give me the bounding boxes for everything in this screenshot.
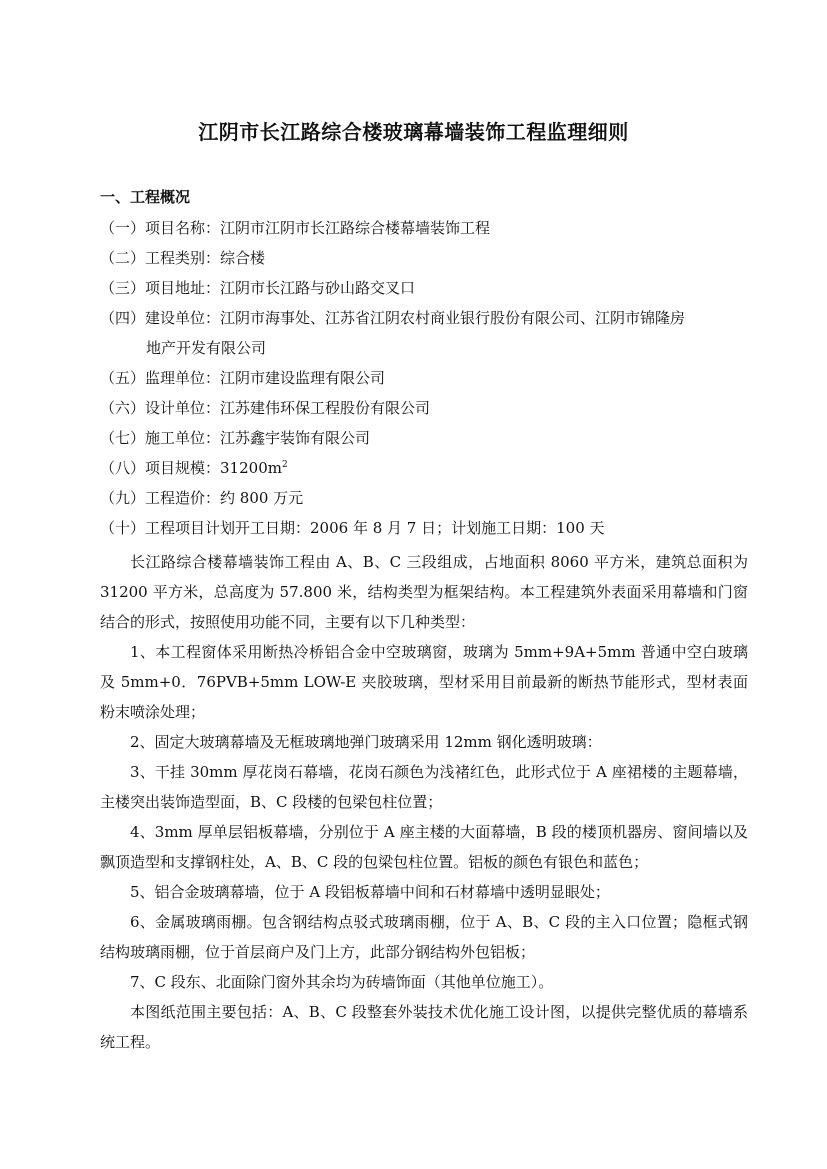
overview-body [100,547,748,1057]
info-item [100,273,760,303]
info-item-text: 工程类别：综合楼 [145,249,266,267]
info-item-text: 工程造价：约 800 万元 [145,489,304,507]
project-scale-value: 项目规模：31200m [145,459,282,477]
info-item [100,303,760,333]
body-paragraph: 6、金属玻璃雨棚。包含钢结构点驳式玻璃雨棚，位于 A、B、C 段的主入口位置；隐框式钢结构玻璃雨棚，位于首层商户及门上方，此部分钢结构外包铝板； [100,913,748,961]
body-paragraph: 1、本工程窗体采用断热冷桥铝合金中空玻璃窗，玻璃为 5mm+9A+5mm 普通中空白玻璃及 5mm+0．76PVB+5mm LOW-E 夹胶玻璃，型材采用目前最新的断热节能形式，型材表面粉末喷涂处理； [100,643,748,721]
info-item-number: （五） [100,369,146,387]
body-paragraph: 本图纸范围主要包括：A、B、C 段整套外装技术优化施工设计图，以提供完整优质的幕墙系统工程。 [100,1003,748,1051]
unit-superscript: 2 [281,460,288,470]
info-item-text: 项目地址：江阴市长江路与砂山路交叉口 [145,279,416,297]
body-paragraph: 4、3mm 厚单层铝板幕墙，分别位于 A 座主楼的大面幕墙，B 段的楼顶机器房、窗间墙以及飘顶造型和支撑钢柱处，A、B、C 段的包梁包柱位置。铝板的颜色有银色和蓝色； [100,823,748,871]
info-item-number: （一） [100,219,146,237]
info-item-text: 设计单位：江苏建伟环保工程股份有限公司 [145,399,431,417]
info-item-continuation: 地产开发有限公司 [146,339,267,357]
info-item-number: （七） [100,429,146,447]
info-item-number: （十） [100,519,146,537]
info-item-text: 工程项目计划开工日期：2006 年 8 月 7 日；计划施工日期：100 天 [145,519,605,537]
document-title: 江阴市长江路综合楼玻璃幕墙装饰工程监理细则 [198,120,629,144]
info-item-number: （六） [100,399,146,417]
info-item-text: 监理单位：江阴市建设监理有限公司 [145,369,386,387]
info-item-number: （八） [100,459,146,477]
info-item-text: 项目名称：江阴市江阴市长江路综合楼幕墙装饰工程 [145,219,491,237]
section-heading-overview: 一、工程概况 [100,188,191,206]
project-info-list [100,213,760,543]
info-item-number: （二） [100,249,146,267]
info-item [100,423,760,453]
body-paragraph: 2、固定大玻璃幕墙及无框玻璃地弹门玻璃采用 12mm 钢化透明玻璃： [130,733,602,751]
info-item-number: （三） [100,279,146,297]
info-item-number: （九） [100,489,146,507]
info-item-number: （四） [100,309,146,327]
info-item-text [145,453,760,483]
body-paragraph: 7、C 段东、北面除门窗外其余均为砖墙饰面（其他单位施工）。 [130,973,554,991]
body-paragraph: 3、干挂 30mm 厚花岗石幕墙，花岗石颜色为浅褚红色，此形式位于 A 座裙楼的主题幕墙，主楼突出装饰造型面，B、C 段楼的包梁包柱位置； [100,763,748,811]
info-item [100,513,760,543]
info-item [100,393,760,423]
info-item [100,483,760,513]
info-item [100,363,760,393]
info-item [100,213,760,243]
info-item [100,453,760,483]
body-paragraph: 5、铝合金玻璃幕墙，位于 A 段铝板幕墙中间和石材幕墙中透明显眼处； [130,883,610,901]
body-paragraph: 长江路综合楼幕墙装饰工程由 A、B、C 三段组成，占地面积 8060 平方米，建筑总面积为 31200 平方米，总高度为 57.800 米，结构类型为框架结构。本工程建筑外表面采用幕墙和门窗结合的形式，按照使用功能不同，主要有以下几种类型： [100,553,748,631]
info-item [100,243,760,273]
info-item-text: 施工单位：江苏鑫宇装饰有限公司 [145,429,371,447]
info-item-text: 建设单位：江阴市海事处、江苏省江阴农村商业银行股份有限公司、江阴市锦隆房 [145,309,686,327]
